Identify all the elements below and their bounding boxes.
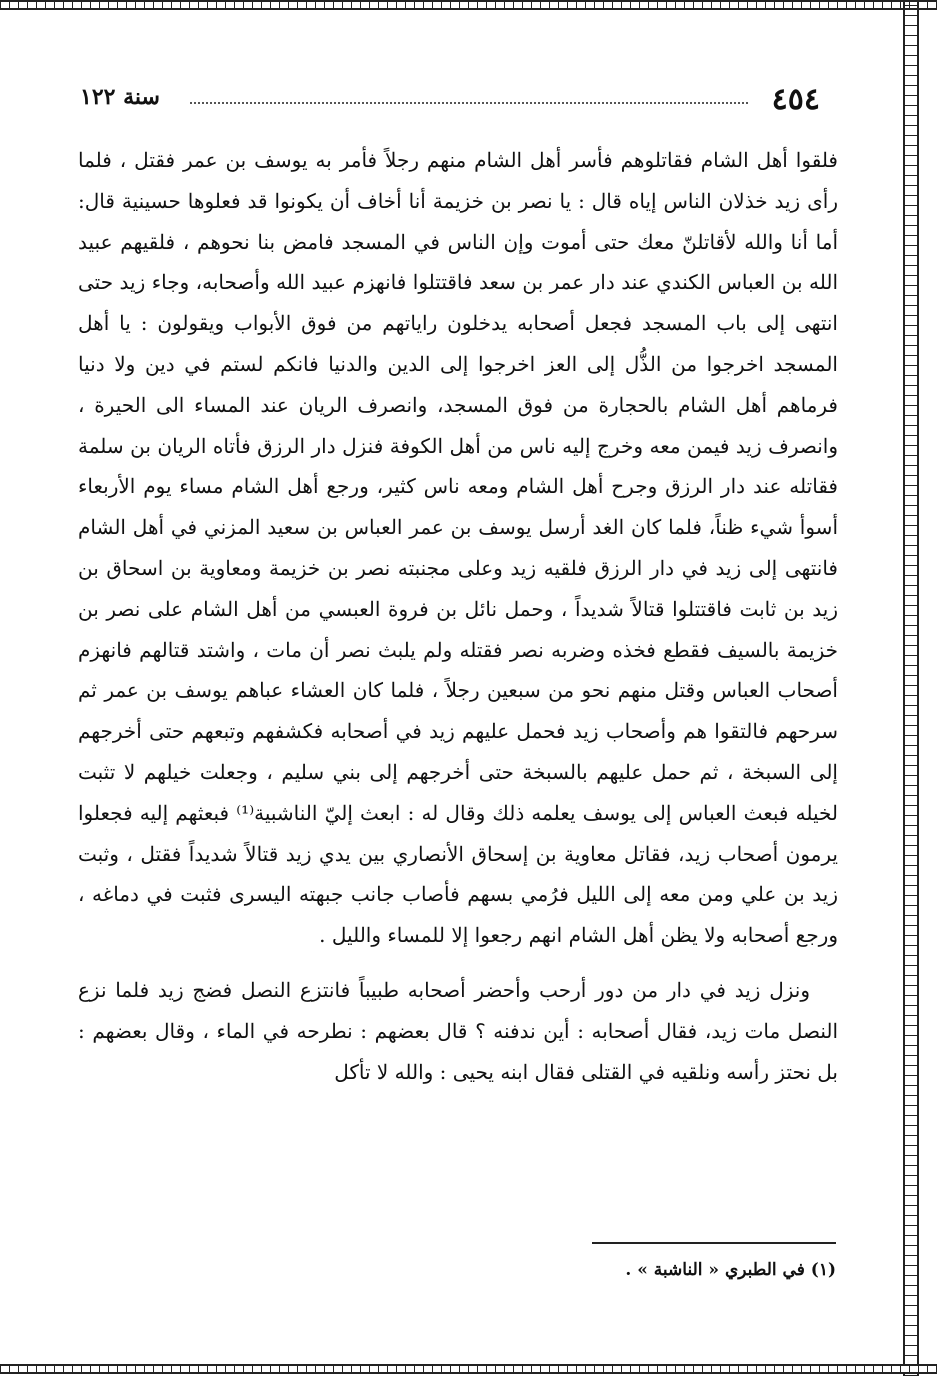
page-number: ٤٥٤ [771,82,820,117]
right-ornamental-border [903,0,919,1376]
year-label: سنة ١٢٢ [80,84,160,110]
bottom-ornamental-border [0,1364,937,1374]
main-text [78,140,838,1092]
paragraph-1: فلقوا أهل الشام فقاتلوهم فأسر أهل الشام منهم رجلاً فأمر به يوسف بن عمر فقتل ، فلما رأى زيد خذلان الناس إياه قال : يا نصر بن خزيمة أنا أخاف أن يكونوا قد فعلوها حسينية قال: أما أنا والله لأقاتلنّ معك حتى أموت وإن الناس في المسجد فامض بنا نحوهم ، فلقيهم عبيد الله بن العباس الكندي عند دار عمر بن سعد فاقتتلوا فانهزم عبيد الله وأصحابه، وجاء زيد حتى انتهى إلى باب المسجد فجعل أصحابه يدخلون راياتهم من فوق الأبواب ويقولون : يا أهل المسجد اخرجوا من الذُّل إلى العز اخرجوا إلى الدين والدنيا فانكم لستم في دين ولا دنيا فرماهم أهل الشام بالحجارة من فوق المسجد، وانصرف الريان عند المساء الى الحيرة ، وانصرف زيد فيمن معه وخرج إليه ناس من أهل الكوفة فنزل دار الرزق فأتاه الريان بن سلمة فقاتله عند دار الرزق وجرح أهل الشام ومعه ناس كثير، ورجع أهل الشام مساء يوم الأربعاء أسوأ شيء ظناً، فلما كان الغد أرسل يوسف بن عمر العباس بن سعيد المزني في أهل الشام فانتهى إلى زيد في دار الرزق فلقيه زيد وعلى مجنبته نصر بن خزيمة ومعاوية بن اسحاق بن زيد بن ثابت فاقتتلوا قتالاً شديداً ، وحمل نائل بن فروة العبسي من أهل الشام على نصر بن خزيمة بالسيف فقطع فخذه وضربه نصر فقتله ولم يلبث نصر أن مات ، واشتد قتالهم فانهزم أصحاب العباس وقتل منهم نحو من سبعين رجلاً ، فلما كان العشاء عباهم يوسف بن عمر ثم سرحهم فالتقوا هم وأصحاب زيد فحمل عليهم زيد في أصحابه فكشفهم وتبعهم حتى أخرجهم إلى السبخة ، ثم حمل عليهم بالسبخة حتى أخرجهم إلى بني سليم ، وجعلت خيلهم لا تثبت لخيله فبعث العباس إلى يوسف يعلمه ذلك وقال له : ابعث إليّ الناشبية⁽¹⁾ فبعثهم إليه فجعلوا يرمون أصحاب زيد، فقاتل معاوية بن إسحاق الأنصاري بين يدي زيد قتالاً شديداً فقتل ، وثبت زيد بن علي ومن معه إلى الليل فرُمي بسهم فأصاب جانب جبهته اليسرى فثبت في دماغه ، ورجع أصحابه ولا يظن أهل الشام انهم رجعوا إلا للمساء والليل . [78,148,838,948]
footnote: (١) في الطبري « الناشبة » . [625,1260,836,1280]
header-dotted-rule [190,102,748,104]
footnote-rule [592,1242,836,1244]
page-header [80,82,820,122]
top-ornamental-border [0,0,937,10]
paragraph-2: ونزل زيد في دار من دور أرحب وأحضر أصحابه طبيباً فانتزع النصل فضج زيد فلما نزع النصل مات زيد، فقال أصحابه : أين ندفنه ؟ قال بعضهم : نطرحه في الماء ، وقال بعضهم : بل نحتز رأسه ونلقيه في القتلى فقال ابنه يحيى : والله لا تأكل [78,977,838,1084]
